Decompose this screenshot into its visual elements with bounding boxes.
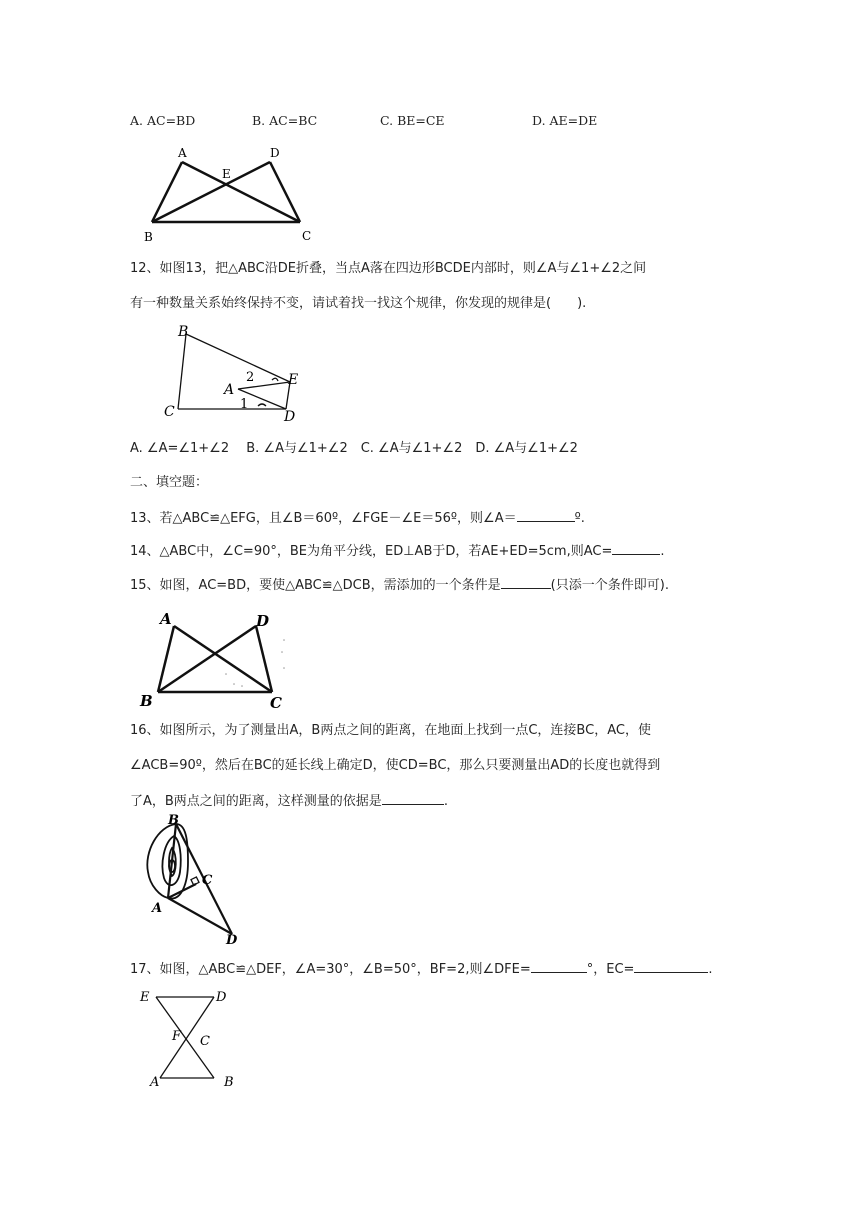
q17-mid: °，EC= xyxy=(586,962,635,977)
q15-label-c: C xyxy=(270,694,282,712)
q16-line-2: ∠ACB=90º，然后在BC的延长线上确定D，使CD=BC，那么只要测量出AD的长度也就得到 xyxy=(130,758,661,773)
q17-suffix: . xyxy=(708,962,713,977)
q15-suffix: (只添一个条件即可). xyxy=(550,578,669,593)
q11-label-a: A xyxy=(178,146,187,160)
q13-text: 13、若△ABC≌△EFG，且∠B＝60º，∠FGE－∠E＝56º，则∠A＝ xyxy=(130,511,517,526)
section-heading: 二、填空题： xyxy=(130,475,209,490)
q11-option-c: C. BE=CE xyxy=(380,113,445,128)
q12-options: A. ∠A=∠1+∠2 B. ∠A与∠1+∠2 C. ∠A与∠1+∠2 D. ∠A与∠1+∠2 xyxy=(130,441,578,456)
q12-line-2: 有一种数量关系始终保持不变，请试着找一找这个规律，你发现的规律是( ). xyxy=(130,296,587,311)
q16-answer-blank[interactable] xyxy=(382,791,444,805)
q11-option-a: A. AC=BD xyxy=(130,113,196,128)
q11-option-d: D. AE=DE xyxy=(532,113,598,128)
q11-figure xyxy=(140,140,320,245)
q13-line xyxy=(130,508,585,528)
q14-answer-blank[interactable] xyxy=(612,541,660,555)
q12-label-1: 1 xyxy=(240,397,249,412)
q11-label-b: B xyxy=(144,230,153,244)
q17-label-a: A xyxy=(150,1075,160,1090)
q16-figure xyxy=(138,812,248,948)
q17-angle-blank[interactable] xyxy=(531,959,587,973)
q14-text: 14、△ABC中，∠C=90°，BE为角平分线，ED⊥AB于D，若AE+ED=5cm,则AC= xyxy=(130,544,613,559)
q15-text: 15、如图，AC=BD，要使△ABC≌△DCB，需添加的一个条件是 xyxy=(130,578,501,593)
q15-figure xyxy=(136,606,296,712)
q16-label-d: D xyxy=(226,933,238,948)
q17-label-f: F xyxy=(172,1029,182,1044)
q11-option-b: B. AC=BC xyxy=(252,113,318,128)
q16-line-3: 了A，B两点之间的距离，这样测量的依据是 xyxy=(130,794,382,809)
q16-label-a: A xyxy=(152,901,163,916)
q15-label-d: D xyxy=(256,612,270,630)
q15-line xyxy=(130,575,669,595)
q16-label-b: B xyxy=(168,813,179,828)
q17-label-c: C xyxy=(200,1034,210,1049)
q11-label-c: C xyxy=(302,229,312,243)
q16-label-c: C xyxy=(202,873,213,888)
q12-line-1: 12、如图13，把△ABC沿DE折叠，当点A落在四边形BCDE内部时，则∠A与∠1+∠2之间 xyxy=(130,261,647,276)
q11-label-d: D xyxy=(270,146,280,160)
q12-figure xyxy=(160,322,310,427)
q12-label-a: A xyxy=(224,382,235,398)
q13-answer-blank[interactable] xyxy=(517,508,575,522)
q16-line-1: 16、如图所示，为了测量出A，B两点之间的距离，在地面上找到一点C，连接BC，AC，使 xyxy=(130,723,651,738)
q14-line xyxy=(130,541,664,561)
q13-suffix: º. xyxy=(574,511,585,526)
q17-figure xyxy=(136,984,246,1092)
q12-label-d: D xyxy=(284,409,296,425)
q17-label-e: E xyxy=(140,990,150,1005)
q17-label-b: B xyxy=(224,1075,234,1090)
q17-line xyxy=(130,959,713,979)
q11-label-e: E xyxy=(222,167,231,181)
q15-label-b: B xyxy=(140,692,153,710)
q17-label-d: D xyxy=(216,990,227,1005)
q16-suffix: . xyxy=(443,794,448,809)
q12-label-c: C xyxy=(164,404,175,420)
q16-line-3-row xyxy=(130,791,448,811)
q17-text: 17、如图，△ABC≌△DEF，∠A=30°，∠B=50°，BF=2,则∠DFE= xyxy=(130,962,531,977)
q15-answer-blank[interactable] xyxy=(501,575,551,589)
q15-label-a: A xyxy=(160,610,172,628)
q17-ec-blank[interactable] xyxy=(634,959,708,973)
q12-label-2: 2 xyxy=(246,370,255,385)
q12-label-e: E xyxy=(288,372,299,388)
q14-suffix: . xyxy=(660,544,665,559)
q12-label-b: B xyxy=(178,324,189,340)
